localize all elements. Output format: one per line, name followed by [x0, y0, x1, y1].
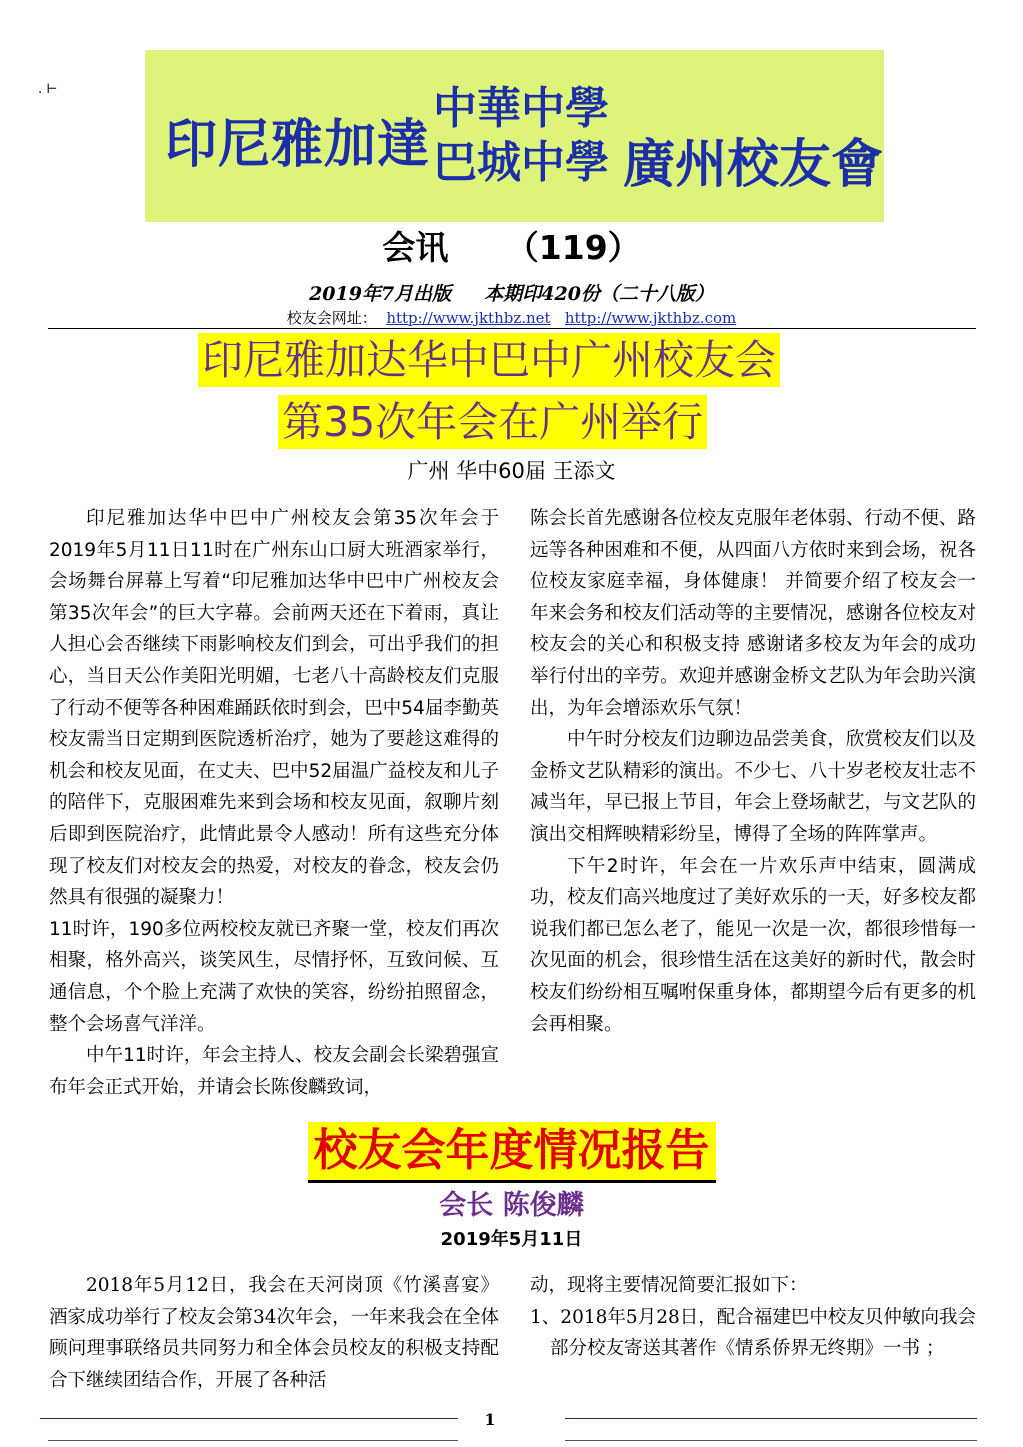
issue-info: 2019年7月出版 本期印420份（二十八版）	[309, 283, 714, 305]
report-list-item: 1、2018年5月28日，配合福建巴中校友贝仲敏向我会部分校友寄送其著作《情系侨界无终期》一书 ；	[530, 1306, 976, 1360]
report-column-right	[530, 1270, 976, 1365]
article-paragraph: 陈会长首先感谢各位校友克服年老体弱、行动不便、路远等各种困难和不便，从四面八方依时来到会场，祝各位校友家庭幸福，身体健康！ 并简要介绍了校友会一年来会务和校友们活动等的主要情况，感谢各位校友对校友会的关心和积极支持 感谢诸多校友为年会的成功举行付出的辛劳。欢迎并感谢金桥文艺队为年会助兴演出，为年会增添欢乐气氛！	[530, 508, 976, 719]
header-divider	[48, 328, 976, 329]
report-headline	[0, 1122, 1023, 1183]
article-paragraph: 下午2时许，年会在一片欢乐声中结束，圆满成功，校友们高兴地度过了美好欢乐的一天，好多校友都说我们都已怎么老了，能见一次是一次，都很珍惜每一次见面的机会，很珍惜生活在这美好的新时代，散会时校友们纷纷相互嘱咐保重身体，都期望今后有更多的机会再相聚。	[530, 855, 976, 1035]
website-link-1[interactable]: http://www.jkthbz.net	[386, 309, 551, 327]
issue-title: 会讯 （119）	[382, 228, 641, 267]
website-line	[0, 307, 1023, 328]
masthead-school-1: 中華中學	[433, 83, 609, 134]
corner-mark: . ⊢	[38, 82, 58, 97]
page-number: 1	[484, 1410, 496, 1429]
website-link-2[interactable]: http://www.jkthbz.com	[564, 309, 737, 327]
article-paragraph: 中午时分校友们边聊边品尝美食，欣赏校友们以及金桥文艺队精彩的演出。不少七、八十岁老校友壮志不减当年，早已报上节目，年会上登场献艺，与文艺队的演出交相辉映精彩纷呈，博得了全场的阵阵掌声。	[530, 729, 976, 845]
report-author: 会长 陈俊麟	[439, 1190, 584, 1221]
article-paragraph: 中午11时许，年会主持人、校友会副会长梁碧强宣布年会正式开始，并请会长陈俊麟致词，	[49, 1045, 499, 1098]
masthead-school-2: 巴城中學	[433, 137, 609, 188]
masthead-text-left: 印尼雅加達	[165, 115, 431, 175]
report-paragraph: 动，现将主要情况简要汇报如下：	[530, 1275, 808, 1296]
report-date: 2019年5月11日	[440, 1229, 583, 1250]
article-byline: 广州 华中60届 王添文	[407, 459, 616, 483]
report-paragraph: 2018年5月12日，我会在天河岗顶《竹溪喜宴》酒家成功举行了校友会第34次年会，一年来我会在全体顾问理事联络员共同努力和全体会员校友的积极支持配合下继续团结合作，开展了各种活	[49, 1275, 499, 1391]
masthead-banner	[145, 50, 884, 222]
article-paragraph: 印尼雅加达华中巴中广州校友会第35次年会于2019年5月11日11时在广州东山口厨大班酒家举行，会场舞台屏幕上写着“印尼雅加达华中巴中广州校友会第35次年会”的巨大字幕。会前两天还在下着雨，真让人担心会否继续下雨影响校友们到会，可出乎我们的担心，当日天公作美阳光明媚，七老八十高龄校友们克服了行动不便等各种困难踊跃依时到会，巴中54届李勤英校友需当日定期到医院透析治疗，她为了要趁这难得的机会和校友见面，在丈夫、巴中52届温广益校友和儿子的陪伴下，克服困难先来到会场和校友见面，叙聊片刻后即到医院治疗，此情此景令人感动！所有这些充分体现了校友们对校友会的热爱，对校友的眷念，校友会仍然具有很强的凝聚力！	[49, 508, 499, 909]
report-headline-text: 校友会年度情况报告	[308, 1122, 716, 1183]
website-label: 校友会网址：	[286, 309, 377, 327]
footer-rule-left	[40, 1418, 458, 1419]
article-column-right	[530, 503, 976, 1040]
report-column-left	[49, 1270, 499, 1396]
article-headline-line-1: 印尼雅加达华中巴中广州校友会	[198, 333, 780, 387]
article-paragraph: 11时许，190多位两校校友就已齐聚一堂，校友们再次相聚，格外高兴，谈笑风生，尽情抒怀，互致问候、互通信息，个个脸上充满了欢快的笑容，纷纷拍照留念，整个会场喜气洋洋。	[49, 918, 499, 1035]
masthead-text-right: 廣州校友會	[623, 135, 884, 195]
footer-rule-right	[565, 1418, 977, 1419]
footer-rule-left-lower	[48, 1440, 458, 1441]
masthead-text-middle	[433, 82, 609, 190]
footer-rule-right-lower	[565, 1440, 977, 1441]
article-headline-line-2: 第35次年会在广州举行	[278, 395, 707, 449]
article-column-left	[49, 503, 499, 1103]
